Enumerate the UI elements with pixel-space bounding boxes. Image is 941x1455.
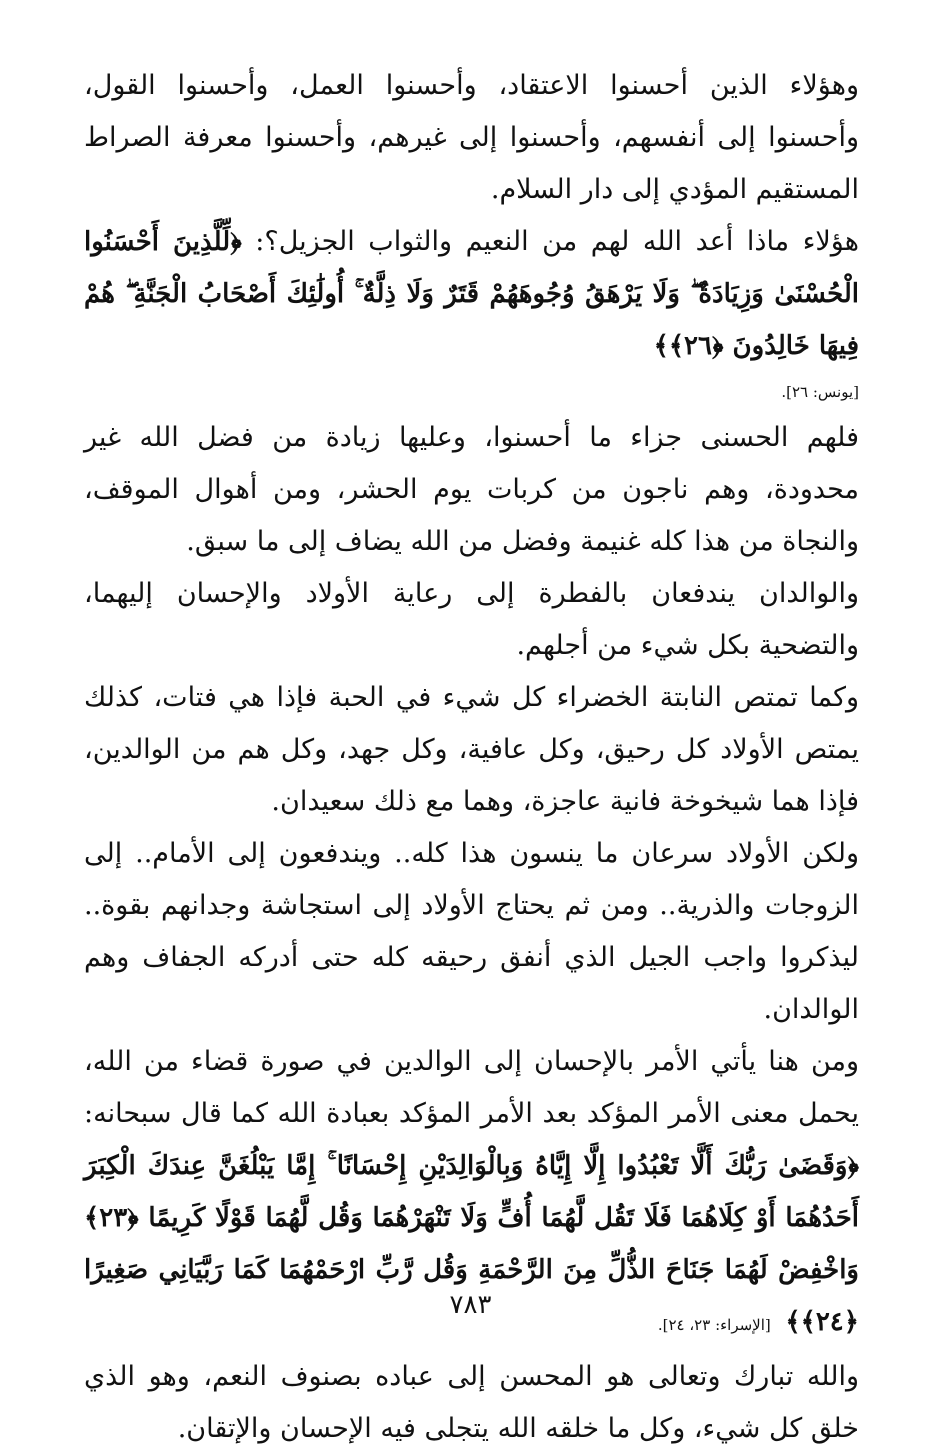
paragraph-6: ولكن الأولاد سرعان ما ينسون هذا كله.. ويندفعون إلى الأمام.. إلى الزوجات والذرية.. ومن ثم يحتاج الأولاد إلى استجاشة وجدانهم بقوة.. ليذكروا واجب الجيل الذي أنفق رحيقه كله حتى أدركه الجفاف وهم الوالدان. <box>84 838 859 1025</box>
paragraph-2-text: هؤلاء ماذا أعد الله لهم من النعيم والثواب الجزيل؟: <box>255 226 859 257</box>
quran-verse-isra: ﴿وَقَضَىٰ رَبُّكَ أَلَّا تَعْبُدُوا إِلَّا إِيَّاهُ وَبِالْوَالِدَيْنِ إِحْسَانًا ۚ إِمَّا يَبْلُغَنَّ عِندَكَ الْكِبَرَ أَحَدُهُمَا أَوْ كِلَاهُمَا فَلَا تَقُل لَّهُمَا أُفٍّ وَلَا تَنْهَرْهُمَا وَقُل لَّهُمَا قَوْلًا كَرِيمًا ﴿٢٣﴾ وَاخْفِضْ لَهُمَا جَنَاحَ الذُّلِّ مِنَ الرَّحْمَةِ وَقُل رَّبِّ ارْحَمْهُمَا كَمَا رَبَّيَانِي صَغِيرًا ﴿٢٤﴾﴾ <box>84 1151 859 1337</box>
paragraph-3: فلهم الحسنى جزاء ما أحسنوا، وعليها زيادة من فضل الله غير محدودة، وهم ناجون من كربات يوم الحشر، ومن أهوال الموقف، والنجاة من هذا كله غنيمة وفضل من الله يضاف إلى ما سبق. <box>84 422 859 557</box>
verse-reference-isra: [الإسراء: ٢٣، ٢٤]. <box>657 1316 771 1334</box>
page-number: ٧٨٣ <box>449 1290 492 1320</box>
quran-verse-yunus: ﴿لِّلَّذِينَ أَحْسَنُوا الْحُسْنَىٰ وَزِيَادَةٌ ۖ وَلَا يَرْهَقُ وُجُوهَهُمْ قَتَرٌ وَلَا ذِلَّةٌ ۚ أُولَٰئِكَ أَصْحَابُ الْجَنَّةِ ۖ هُمْ فِيهَا خَالِدُونَ ﴿٢٦﴾﴾ <box>84 227 859 361</box>
paragraph-1: وهؤلاء الذين أحسنوا الاعتقاد، وأحسنوا العمل، وأحسنوا القول، وأحسنوا إلى أنفسهم، وأحسنوا إلى غيرهم، وأحسنوا معرفة الصراط المستقيم المؤدي إلى دار السلام. <box>84 70 859 205</box>
paragraph-5: وكما تمتص النابتة الخضراء كل شيء في الحبة فإذا هي فتات، كذلك يمتص الأولاد كل رحيق، وكل عافية، وكل جهد، وكل هم من الوالدين، فإذا هما شيخوخة فانية عاجزة، وهما مع ذلك سعيدان. <box>84 682 859 817</box>
paragraph-8: والله تبارك وتعالى هو المحسن إلى عباده بصنوف النعم، وهو الذي خلق كل شيء، وكل ما خلقه الله يتجلى فيه الإحسان والإتقان. <box>84 1361 859 1444</box>
paragraph-7-text: ومن هنا يأتي الأمر بالإحسان إلى الوالدين في صورة قضاء من الله، يحمل معنى الأمر المؤكد بعد الأمر المؤكد بعبادة الله كما قال سبحانه: <box>84 1046 859 1129</box>
paragraph-4: والوالدان يندفعان بالفطرة إلى رعاية الأولاد والإحسان إليهما، والتضحية بكل شيء من أجلهم. <box>84 578 859 661</box>
paragraph-2 <box>84 216 859 372</box>
verse-reference-yunus: [يونس: ٢٦]. <box>781 383 859 401</box>
